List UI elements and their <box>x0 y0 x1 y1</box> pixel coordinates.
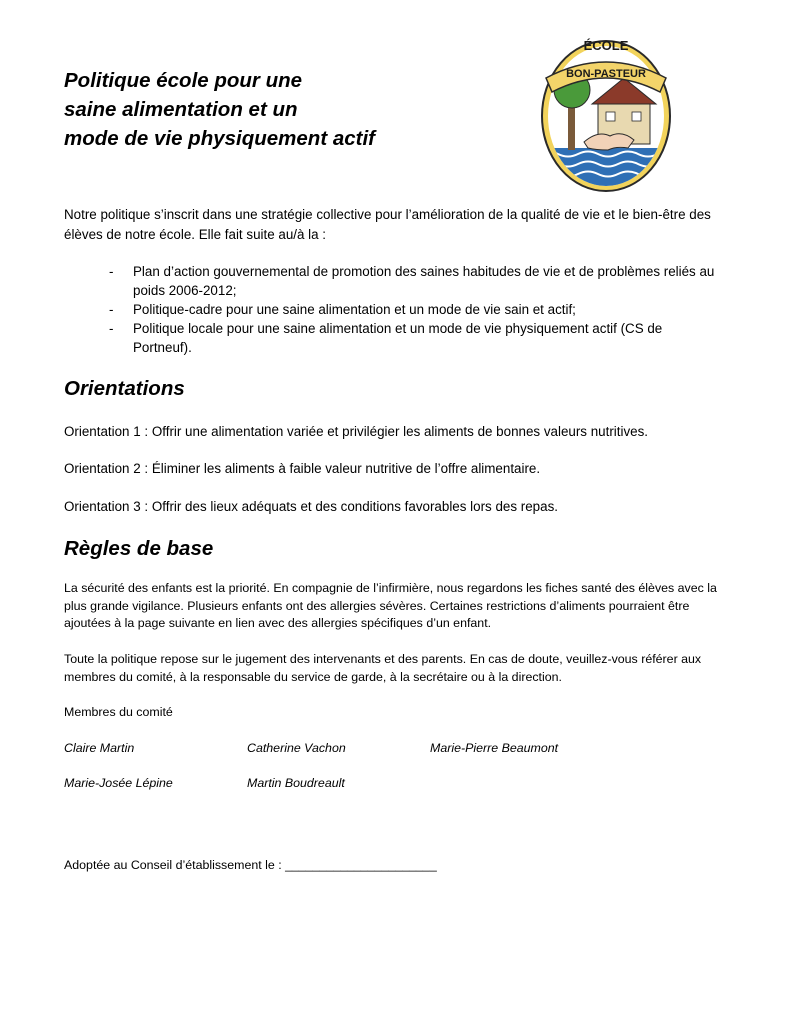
orientation-3: Orientation 3 : Offrir des lieux adéquats et des conditions favorables lors des repas. <box>64 499 558 514</box>
list-item <box>64 319 724 357</box>
committee-member: Claire Martin <box>64 741 135 755</box>
bullet-marker: - <box>109 302 114 317</box>
committee-label: Membres du comité <box>64 705 173 719</box>
title-line-2: saine alimentation et un <box>64 98 298 121</box>
committee-member: Catherine Vachon <box>247 741 346 755</box>
list-item-text: Plan d’action gouvernemental de promotion des saines habitudes de vie et de problèmes reliés au poids 2006-2012; <box>133 264 715 298</box>
intro-paragraph: Notre politique s’inscrit dans une stratégie collective pour l’amélioration de la qualité de vie et le bien-être des élèves de notre école. Elle fait suite au/à la : <box>64 207 711 242</box>
orientations-heading: Orientations <box>64 377 185 400</box>
list-item <box>64 262 724 300</box>
orientation-2: Orientation 2 : Éliminer les aliments à faible valeur nutritive de l’offre alimentaire. <box>64 461 541 476</box>
title-line-3: mode de vie physiquement actif <box>64 127 375 150</box>
school-logo <box>538 30 674 192</box>
bullet-marker: - <box>109 321 114 336</box>
rules-paragraph-2: Toute la politique repose sur le jugement des intervenants et des parents. En cas de doute, veuillez-vous référer aux membres du comité, à la responsable du service de garde, à la secrétaire ou à la direction. <box>64 652 702 684</box>
rules-paragraph-1: La sécurité des enfants est la priorité. En compagnie de l’infirmière, nous regardons les fiches santé des élèves avec la plus grande vigilance. Plusieurs enfants ont des allergies sévères. Certaines restrictions d’aliments pourraient être ajoutées à la page suivante en lien avec des allergies spécifiques d’un enfant. <box>64 581 717 630</box>
committee-member: Marie-Pierre Beaumont <box>430 741 559 755</box>
adoption-line: Adoptée au Conseil d’établissement le : ______________________ <box>64 858 437 872</box>
orientation-1: Orientation 1 : Offrir une alimentation variée et privilégier les aliments de bonnes valeurs nutritives. <box>64 424 649 439</box>
list-item-text: Politique locale pour une saine alimentation et un mode de vie physiquement actif (CS de Portneuf). <box>133 321 663 355</box>
committee-member: Martin Boudreault <box>247 776 345 790</box>
title-line-1: Politique école pour une <box>64 69 303 92</box>
rules-heading: Règles de base <box>64 537 214 560</box>
list-item <box>64 300 724 319</box>
school-logo-emblem <box>538 30 674 192</box>
document-title <box>64 66 504 153</box>
reference-list <box>64 262 724 357</box>
list-item-text: Politique-cadre pour une saine alimentation et un mode de vie sain et actif; <box>133 302 576 317</box>
logo-banner-text: BON-PASTEUR <box>566 68 646 80</box>
committee-member: Marie-Josée Lépine <box>64 776 173 790</box>
logo-top-text: ÉCOLE <box>583 38 629 53</box>
bullet-marker: - <box>109 264 114 279</box>
